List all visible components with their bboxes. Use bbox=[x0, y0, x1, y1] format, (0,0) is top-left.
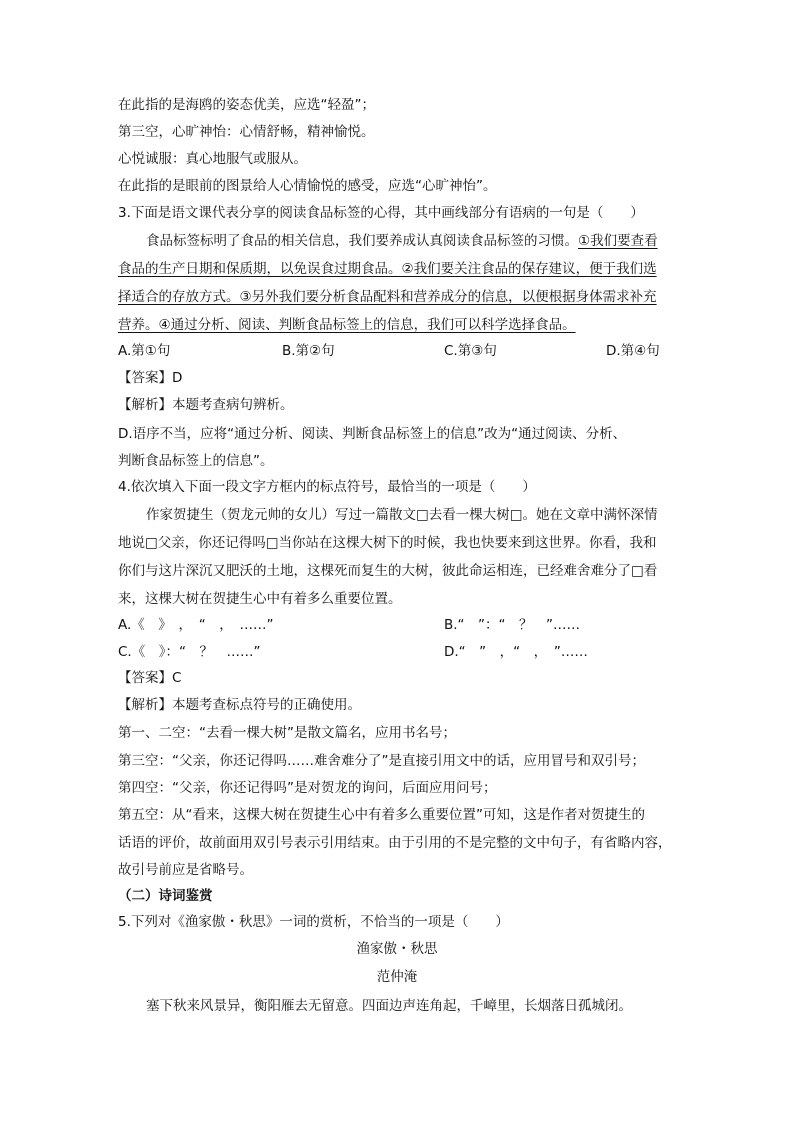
explanation-line: 第一、二空：“去看一棵大树”是散文篇名，应用书名号； bbox=[118, 725, 456, 741]
question-3-passage-line bbox=[146, 228, 706, 254]
question-4-passage-line: 地说□父亲，你还记得吗□当你站在这棵大树下的时候，我也快要来到这世界。你看，我和 bbox=[118, 535, 657, 551]
question-4-stem: 4.依次填入下面一段文字方框内的标点符号，最恰当的一项是（ ） bbox=[118, 479, 536, 495]
explanation-line: D.语序不当，应将“通过分析、阅读、判断食品标签上的信息”改为“通过阅读、分析、 bbox=[118, 426, 627, 442]
explanation-line: 判断食品标签上的信息”。 bbox=[118, 453, 274, 469]
answer-label: 【答案】C bbox=[118, 670, 182, 686]
option-c: C.第③句 bbox=[444, 343, 497, 359]
explanation-line: 第三空：“父亲，你还记得吗……难舍难分了”是直接引用文中的话，应用冒号和双引号； bbox=[118, 753, 645, 769]
underlined-sentence: ①我们要查看 bbox=[578, 233, 658, 249]
explanation-line: 第五空：从“看来，这棵大树在贺捷生心中有着多么重要位置”可知，这是作者对贺捷生的 bbox=[118, 807, 645, 823]
underlined-sentence: 食品的生产日期和保质期，以免误食过期食品。②我们要关注食品的保存建议，便于我们选 bbox=[118, 261, 657, 277]
question-4-passage-line: 作家贺捷生（贺龙元帅的女儿）写过一篇散文□去看一棵大树□。她在文章中满怀深情 bbox=[146, 507, 658, 523]
explanation-line: 故引号前应是省略号。 bbox=[118, 862, 253, 878]
underlined-sentence: 择适合的存放方式。③另外我们要分析食品配料和营养成分的信息，以便根据身体需求补充 bbox=[118, 289, 657, 305]
question-3-stem: 3.下面是语文课代表分享的阅读食品标签的心得，其中画线部分有语病的一句是（ ） bbox=[118, 205, 644, 221]
option-a: A.《 》 ， “ ， ……” bbox=[118, 617, 274, 633]
option-d: D.第④句 bbox=[606, 343, 660, 359]
text-line: 心悦诚服：真心地服气或服从。 bbox=[118, 151, 307, 167]
poem-line: 塞下秋来风景异，衡阳雁去无留意。四面边声连角起，千嶂里，长烟落日孤城闭。 bbox=[146, 998, 632, 1014]
passage-text: 食品标签标明了食品的相关信息，我们要养成认真阅读食品标签的习惯。 bbox=[146, 233, 578, 249]
analysis-label: 【解析】本题考查标点符号的正确使用。 bbox=[118, 697, 361, 713]
option-d: D.“ ” ，“ ， ”…… bbox=[444, 644, 588, 660]
section-heading: （二）诗词鉴赏 bbox=[118, 888, 213, 904]
option-b: B.“ ”：“ ？ ”…… bbox=[444, 617, 581, 633]
text-line: 在此指的是眼前的图景给人心情愉悦的感受，应选“心旷神怡”。 bbox=[118, 178, 497, 194]
poem-title: 渔家傲・秋思 bbox=[356, 941, 438, 957]
explanation-line: 话语的评价，故前面用双引号表示引用结束。由于引用的不是完整的文中句子，有省略内容， bbox=[118, 835, 672, 851]
question-4-passage-line: 来，这棵大树在贺捷生心中有着多么重要位置。 bbox=[118, 591, 402, 607]
analysis-label: 【解析】本题考查病句辨析。 bbox=[118, 397, 294, 413]
option-a: A.第①句 bbox=[118, 343, 171, 359]
explanation-line: 第四空：“父亲，你还记得吗”是对贺龙的询问，后面应用问号； bbox=[118, 780, 497, 796]
answer-label: 【答案】D bbox=[118, 370, 183, 386]
text-line: 第三空，心旷神怡：心情舒畅，精神愉悦。 bbox=[118, 124, 375, 140]
option-b: B.第②句 bbox=[282, 343, 335, 359]
poem-author: 范仲淹 bbox=[376, 969, 418, 985]
text-line: 在此指的是海鸥的姿态优美，应选“轻盈”； bbox=[118, 97, 375, 113]
question-5-stem: 5.下列对《渔家傲・秋思》一词的赏析，不恰当的一项是（ ） bbox=[118, 914, 509, 930]
option-c: C.《 》：“ ？ ……” bbox=[118, 644, 261, 660]
question-4-passage-line: 你们与这片深沉又肥沃的土地，这棵死而复生的大树，彼此命运相连，已经难舍难分了□看 bbox=[118, 563, 658, 579]
underlined-sentence: 营养。④通过分析、阅读、判断食品标签上的信息，我们可以科学选择食品。 bbox=[118, 317, 576, 333]
